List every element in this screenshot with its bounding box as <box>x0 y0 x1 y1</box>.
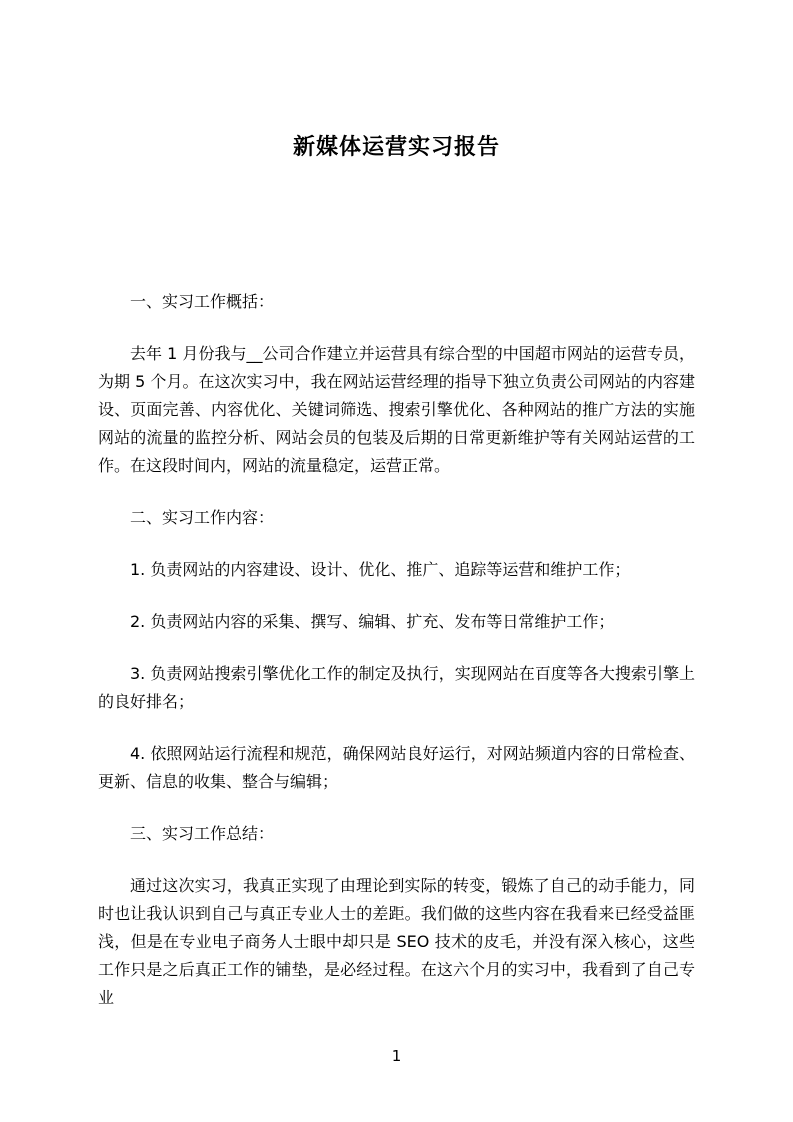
section-3-heading: 三、实习工作总结： <box>130 824 275 843</box>
work-item-3: 3. 负责网站搜索引擎优化工作的制定及执行，实现网站在百度等各大搜索引擎上的良好排名； <box>98 664 695 711</box>
work-item-1: 1. 负责网站的内容建设、设计、优化、推广、追踪等运营和维护工作； <box>130 560 631 579</box>
page-number: 1 <box>391 1047 402 1065</box>
section-2-heading: 二、实习工作内容： <box>130 508 275 527</box>
section-1-heading: 一、实习工作概括： <box>130 292 275 311</box>
document-content <box>98 0 695 1012</box>
section-1-paragraph: 去年 1 月份我与__公司合作建立并运营具有综合型的中国超市网站的运营专员，为期 5 个月。在这次实习中，我在网站运营经理的指导下独立负责公司网站的内容建设、页面完善、内容优化、关键词筛选、搜索引擎优化、各种网站的推广方法的实施网站的流量的监控分析、网站会员的包装及后期的日常更新维护等有关网站运营的工作。在这段时间内，网站的流量稳定，运营正常。 <box>98 344 695 475</box>
work-item-2: 2. 负责网站内容的采集、撰写、编辑、扩充、发布等日常维护工作； <box>130 612 615 631</box>
section-3-paragraph: 通过这次实习，我真正实现了由理论到实际的转变，锻炼了自己的动手能力，同时也让我认识到自己与真正专业人士的差距。我们做的这些内容在我看来已经受益匪浅，但是在专业电子商务人士眼中却只是 SEO 技术的皮毛，并没有深入核心，这些工作只是之后真正工作的铺垫，是必经过程。在这六个月的实习中，我看到了自己专业 <box>98 876 695 1007</box>
document-title: 新媒体运营实习报告 <box>292 135 500 160</box>
work-item-4: 4. 依照网站运行流程和规范，确保网站良好运行，对网站频道内容的日常检查、更新、信息的收集、整合与编辑； <box>98 744 695 791</box>
